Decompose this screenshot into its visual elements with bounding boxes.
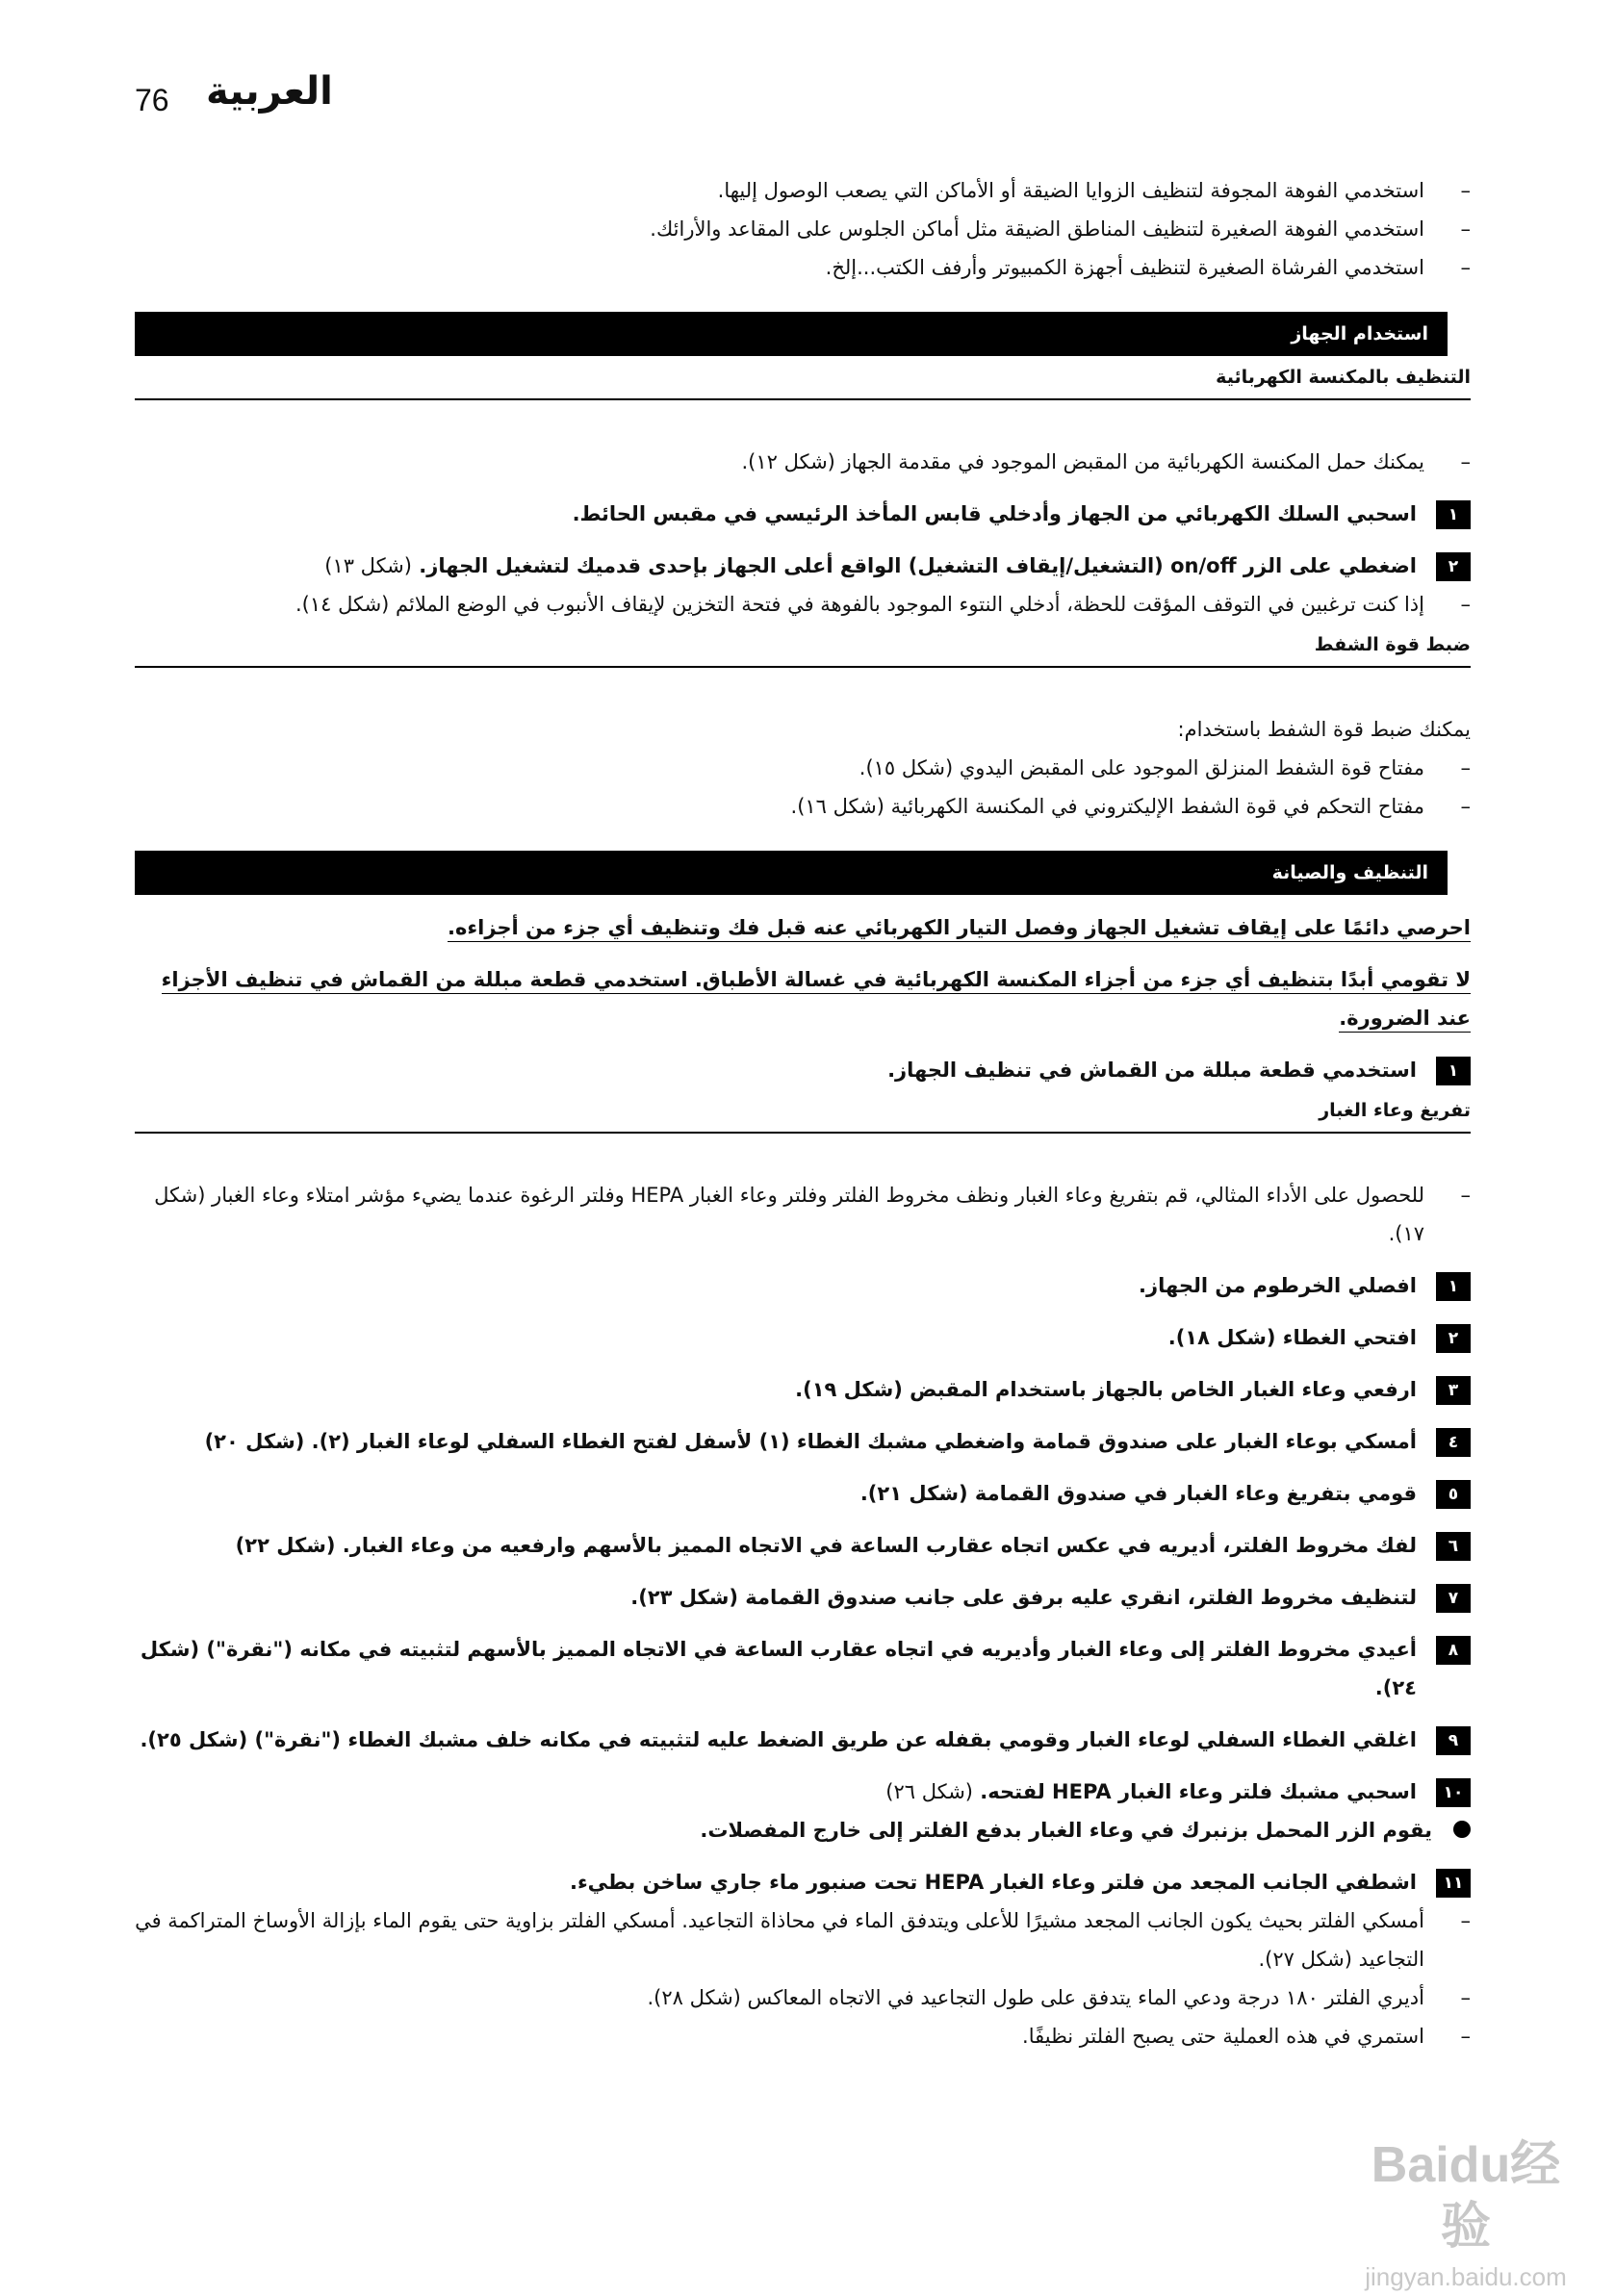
page-content <box>135 171 1471 2055</box>
spring-note: يقوم الزر المحمل بزنبرك في وعاء الغبار بدفع الفلتر إلى خارج المفصلات. <box>135 1811 1471 1850</box>
step-number: ٣ <box>1436 1376 1471 1405</box>
step: ١٠ اسحبي مشبك فلتر وعاء الغبار HEPA لفتحه. (شكل ٢٦) <box>135 1773 1471 1811</box>
step-number: ٩ <box>1436 1726 1471 1755</box>
watermark-url: jingyan.baidu.com <box>1365 2262 1567 2291</box>
rinse-item: – أديري الفلتر ١٨٠ درجة ودعي الماء يتدفق على طول التجاعيد في الاتجاه المعاكس (شكل ٢٨). <box>647 1986 1471 2009</box>
bullet-icon <box>1453 1821 1471 1838</box>
suction-item: – مفتاح التحكم في قوة الشفط الإليكتروني في المكنسة الكهربائية (شكل ١٦). <box>790 795 1471 818</box>
intro-item: – استخدمي الفوهة الصغيرة لتنظيف المناطق الضيقة مثل أماكن الجلوس على المقاعد والأرائك. <box>650 217 1471 241</box>
rinse-item: – أمسكي الفلتر بحيث يكون الجانب المجعد مشيرًا للأعلى ويتدفق الماء في محاذاة التجاعيد. أمسكي الفلتر بزاوية حتى يقوم الماء بإزالة الأوساخ المتراكمة في التجاعيد (شكل ٢٧). <box>135 1909 1471 1971</box>
step-number: ٢ <box>1436 1324 1471 1353</box>
step-number: ٢ <box>1436 552 1471 581</box>
step-number: ١١ <box>1436 1869 1471 1898</box>
step: ٧ لتنظيف مخروط الفلتر، انقري عليه برفق على جانب صندوق القمامة (شكل ٢٣). <box>135 1578 1471 1617</box>
step-number: ٦ <box>1436 1532 1471 1561</box>
warning-unplug: احرصي دائمًا على إيقاف تشغيل الجهاز وفصل التيار الكهربائي عنه قبل فك وتنظيف أي جزء من أجزاءه. <box>135 908 1471 947</box>
step-number: ١ <box>1436 1272 1471 1301</box>
section-heading-cleaning: التنظيف والصيانة <box>135 851 1448 895</box>
step-number: ٧ <box>1436 1584 1471 1613</box>
step: ١١ اشطفي الجانب المجعد من فلتر وعاء الغبار HEPA تحت صنبور ماء جاري ساخن بطيء. <box>135 1863 1471 1901</box>
step-number: ١ <box>1436 500 1471 529</box>
section-heading-use: استخدام الجهاز <box>135 312 1448 356</box>
step-number: ٨ <box>1436 1636 1471 1665</box>
suction-intro: يمكنك ضبط قوة الشفط باستخدام: <box>1177 718 1471 741</box>
intro-list <box>135 171 1471 287</box>
step: ٩ اغلقي الغطاء السفلي لوعاء الغبار وقومي بقفله عن طريق الضغط عليه لتثبيته في مكانه خلف مشبك الغطاء ("نقرة") (شكل ٢٥). <box>135 1721 1471 1759</box>
page-number: 76 <box>135 83 169 117</box>
warning-dishwasher: لا تقومي أبدًا بتنظيف أي جزء من أجزاء المكنسة الكهربائية في غسالة الأطباق. استخدمي قطعة مبللة من القماش في تنظيف الأجزاء عند الضرورة. <box>135 960 1471 1037</box>
intro-item: – استخدمي الفوهة المجوفة لتنظيف الزوايا الضيقة أو الأماكن التي يصعب الوصول إليها. <box>717 179 1471 202</box>
subheading-empty-dust: تفريغ وعاء الغبار <box>135 1089 1471 1134</box>
page-language-title: العربية <box>206 69 333 114</box>
step-number: ١٠ <box>1436 1778 1471 1807</box>
watermark <box>1355 2134 1577 2291</box>
watermark-logo: Baidu经验 <box>1371 2137 1561 2255</box>
empty-note: – للحصول على الأداء المثالي، قم بتفريغ وعاء الغبار ونظف مخروط الفلتر وفلتر وعاء الغبار HEPA وفلتر الرغوة عندما يضيء مؤشر امتلاء وعاء الغبار (شكل ١٧). <box>154 1184 1471 1245</box>
step: ١ افصلي الخرطوم من الجهاز. <box>135 1266 1471 1305</box>
step: ١ اسحبي السلك الكهربائي من الجهاز وأدخلي قابس المأخذ الرئيسي في مقبس الحائط. <box>135 495 1471 533</box>
intro-item: – استخدمي الفرشاة الصغيرة لتنظيف أجهزة الكمبيوتر وأرفف الكتب...إلخ. <box>825 256 1471 279</box>
step-number: ٤ <box>1436 1428 1471 1457</box>
step: ٨ أعيدي مخروط الفلتر إلى وعاء الغبار وأديريه في اتجاه عقارب الساعة في الاتجاه المميز بالأسهم لتثبيته في مكانه ("نقرة") (شكل ٢٤). <box>135 1630 1471 1707</box>
rinse-item: – استمري في هذه العملية حتى يصبح الفلتر نظيفًا. <box>1022 2025 1471 2048</box>
pause-note: – إذا كنت ترغبين في التوقف المؤقت للحظة، أدخلي النتوء الموجود بالفوهة في فتحة التخزين لإيقاف الأنبوب في الوضع الملائم (شكل ١٤). <box>295 593 1471 616</box>
step: ٤ أمسكي بوعاء الغبار على صندوق قمامة واضغطي مشبك الغطاء (١) لأسفل لفتح الغطاء السفلي لوعاء الغبار (٢). (شكل ٢٠) <box>135 1422 1471 1461</box>
step-number: ٥ <box>1436 1480 1471 1509</box>
subheading-suction-power: ضبط قوة الشفط <box>135 624 1471 668</box>
step: ٢ افتحي الغطاء (شكل ١٨). <box>135 1318 1471 1357</box>
step: ٦ لفك مخروط الفلتر، أديريه في عكس اتجاه عقارب الساعة في الاتجاه المميز بالأسهم وارفعيه من وعاء الغبار. (شكل ٢٢) <box>135 1526 1471 1565</box>
step: ٥ قومي بتفريغ وعاء الغبار في صندوق القمامة (شكل ٢١). <box>135 1474 1471 1513</box>
step: ٣ ارفعي وعاء الغبار الخاص بالجهاز باستخدام المقبض (شكل ١٩). <box>135 1370 1471 1409</box>
subheading-vacuum-cleaning: التنظيف بالمكنسة الكهربائية <box>135 356 1471 400</box>
carry-note: – يمكنك حمل المكنسة الكهربائية من المقبض الموجود في مقدمة الجهاز (شكل ١٢). <box>741 450 1471 473</box>
step: ١ استخدمي قطعة مبللة من القماش في تنظيف الجهاز. <box>135 1051 1471 1089</box>
step-number: ١ <box>1436 1057 1471 1085</box>
step: ٢ اضغطي على الزر on/off (التشغيل/إيقاف التشغيل) الواقع أعلى الجهاز بإحدى قدميك لتشغيل الجهاز. (شكل ١٣) <box>135 547 1471 585</box>
suction-item: – مفتاح قوة الشفط المنزلق الموجود على المقبض اليدوي (شكل ١٥). <box>859 756 1471 779</box>
